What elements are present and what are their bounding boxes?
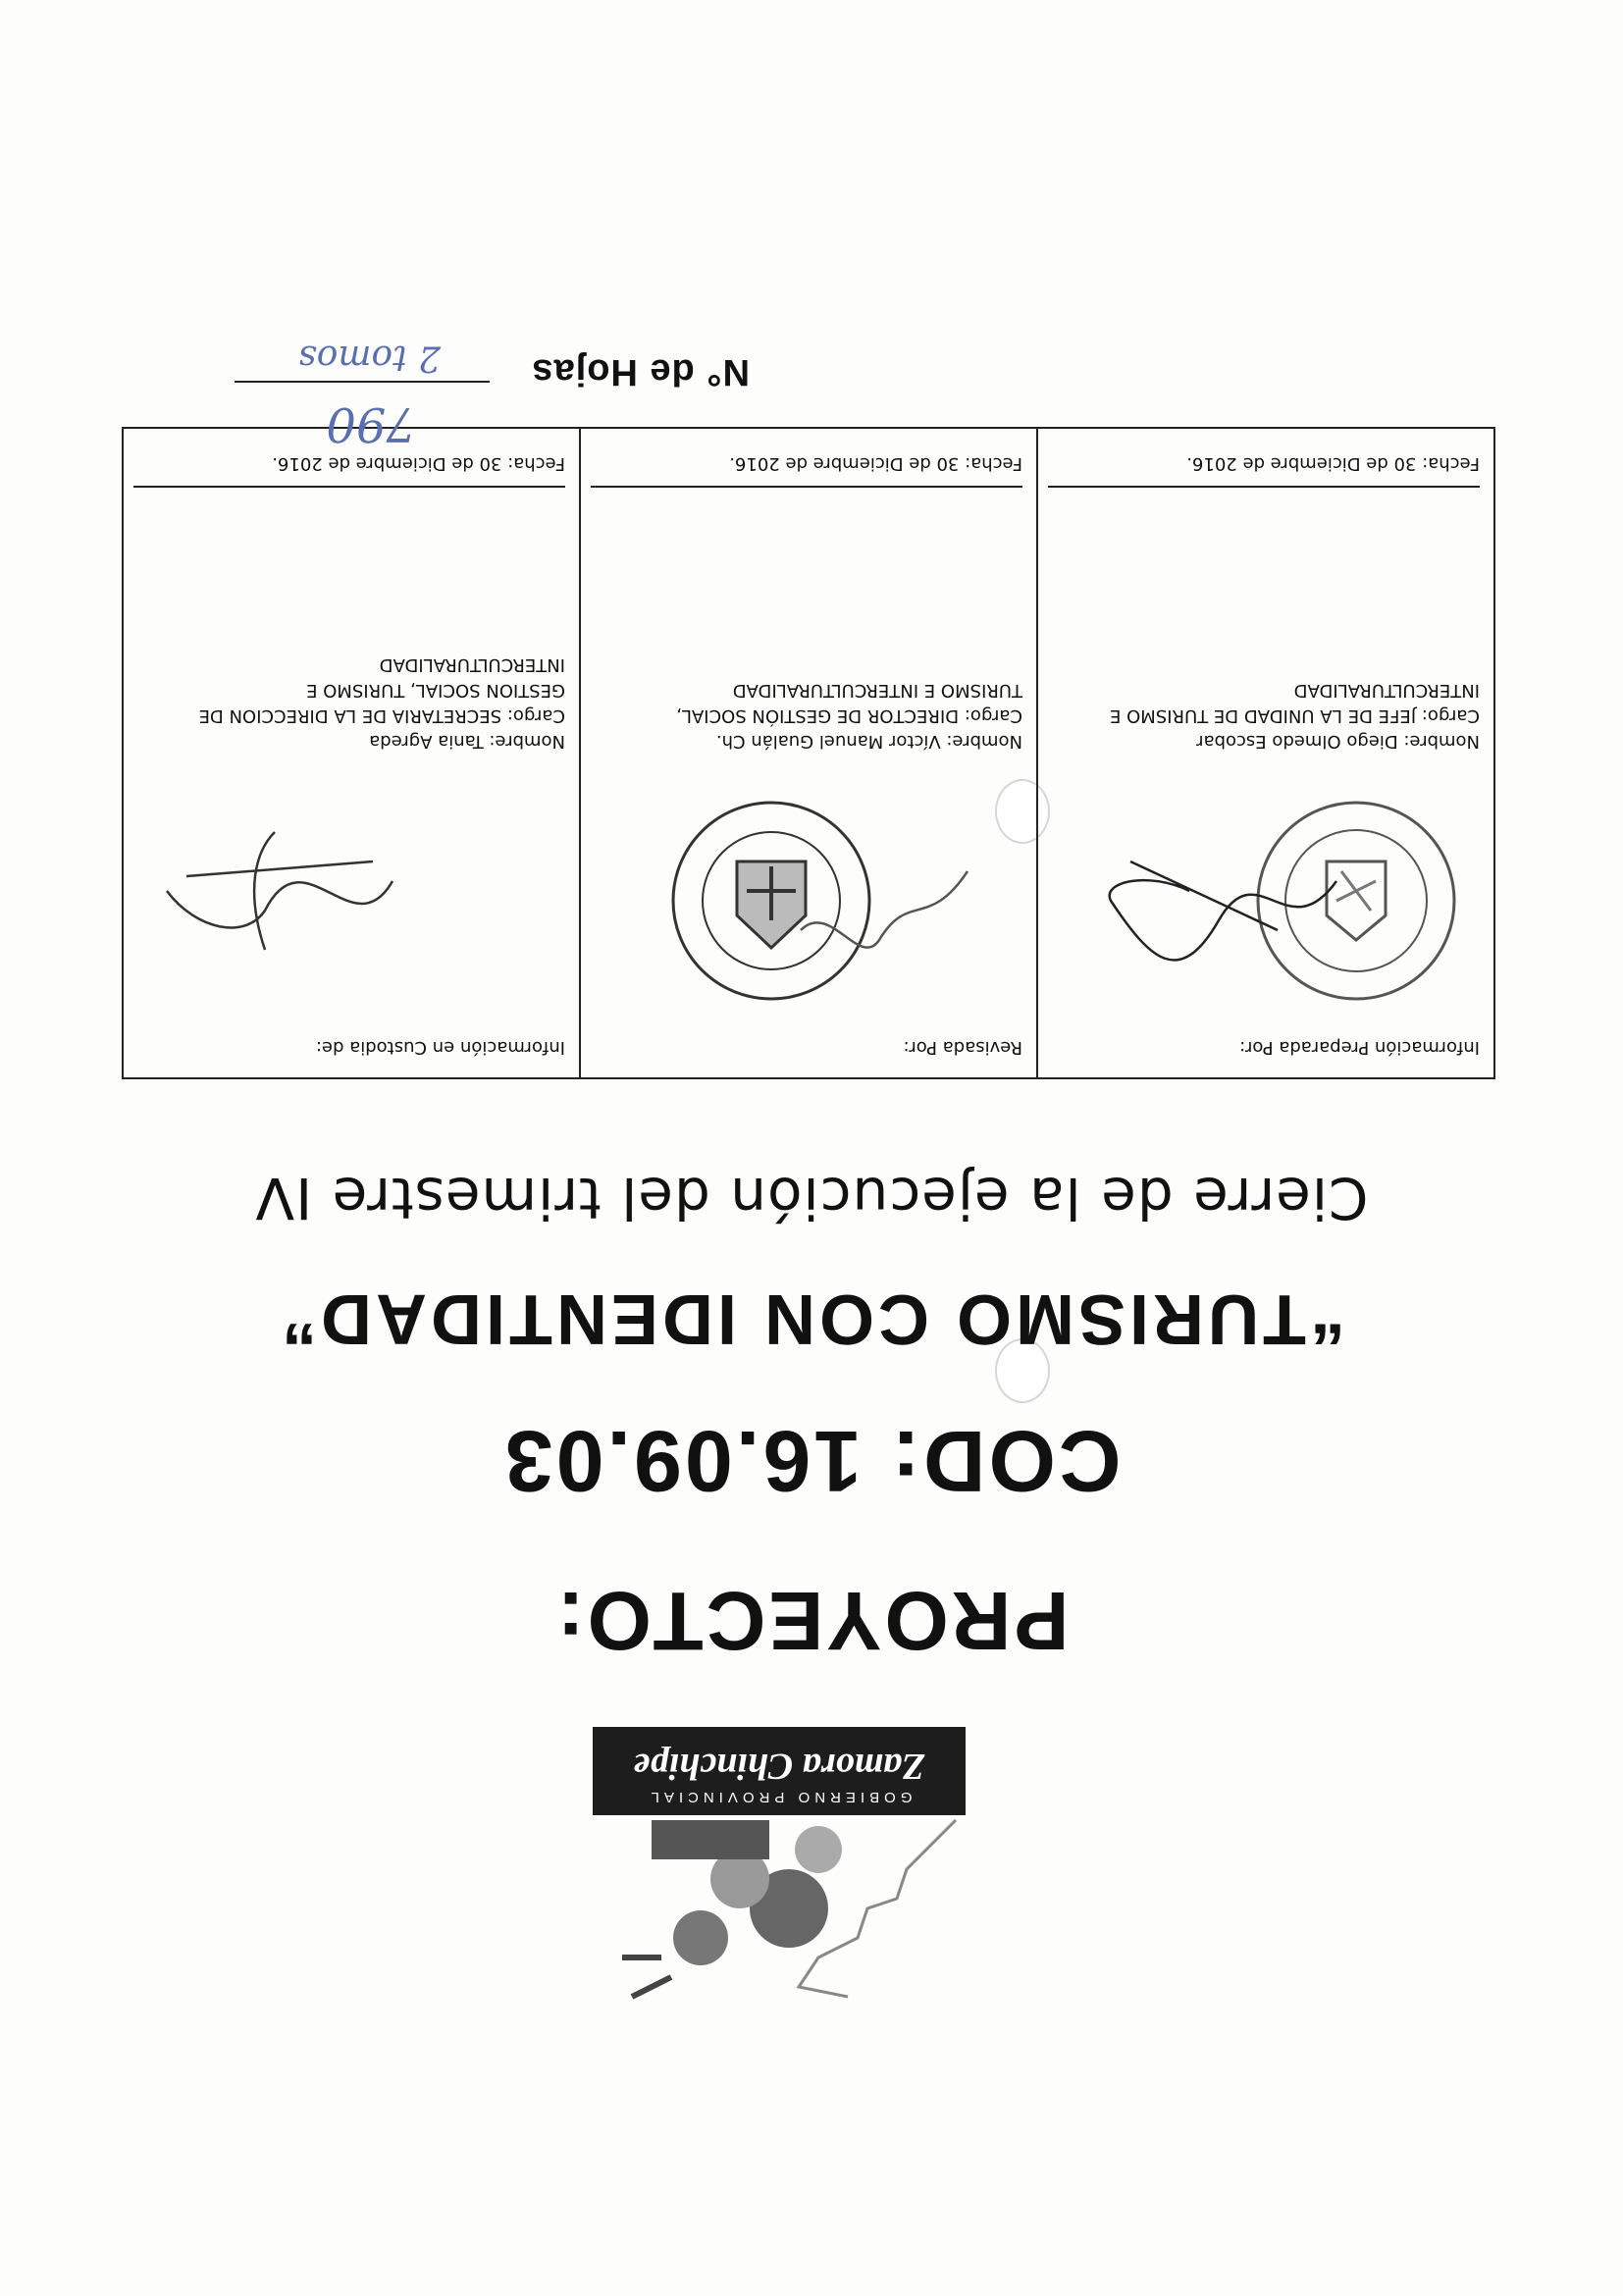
signer-role: Cargo: SECRETARIA DE LA DIRECCION DE GESTION SOCIAL, TURISMO E INTERCULTURALIDAD (198, 654, 565, 726)
logo-banner (593, 1727, 966, 1815)
signature-cell-reviewed (581, 429, 1038, 1077)
signer-name: Nombre: Diego Olmedo Escobar (1196, 731, 1480, 752)
signature-heading: Información Preparada Por: (1239, 1037, 1480, 1058)
sheet-count-label: N° de Hojas (531, 351, 750, 392)
sheet-count-line (235, 381, 490, 383)
project-name: “TURISMO CON IDENTIDAD” (278, 1279, 1345, 1358)
sheet-count-value: 790 (326, 396, 416, 451)
signature-date: Fecha: 30 de Diciembre de 2016. (591, 429, 1022, 488)
project-code: COD: 16.09.03 (501, 1413, 1122, 1510)
signature-date: Fecha: 30 de Diciembre de 2016. (133, 429, 565, 488)
signature-heading: Información en Custodia de: (315, 1037, 565, 1058)
signer-role: Cargo: DIRECTOR DE GESTIÓN SOCIAL, TURISMO E INTERCULTURALIDAD (676, 680, 1022, 726)
signature-cell-prepared (1038, 429, 1493, 1077)
signature-table (122, 427, 1495, 1079)
signer-role: Cargo: JEFE DE LA UNIDAD DE TURISMO E INTERCULTURALIDAD (1109, 680, 1480, 726)
project-label: PROYECTO: (553, 1575, 1070, 1667)
project-subtitle: Cierre de la ejecución del trimestre IV (254, 1165, 1369, 1231)
provincial-government-logo (573, 1712, 985, 2016)
handwritten-signature (732, 842, 997, 989)
sheet-volumes-note: 2 tomos (298, 338, 441, 378)
signature-heading: Revisada Por: (903, 1037, 1022, 1058)
signature-cell-custody (124, 429, 581, 1077)
handwritten-signature (147, 822, 412, 969)
signer-name: Nombre: Tania Agreda (369, 731, 565, 752)
signer-name: Nombre: Víctor Manuel Gualán Ch. (715, 731, 1022, 752)
handwritten-signature (1081, 842, 1346, 989)
signature-date: Fecha: 30 de Diciembre de 2016. (1048, 429, 1480, 488)
logo-illustration (593, 1810, 966, 2016)
logo-top-text: GOBIERNO PROVINCIAL (646, 1789, 913, 1805)
logo-bottom-text: Zamora Chinchipe (633, 1746, 925, 1787)
